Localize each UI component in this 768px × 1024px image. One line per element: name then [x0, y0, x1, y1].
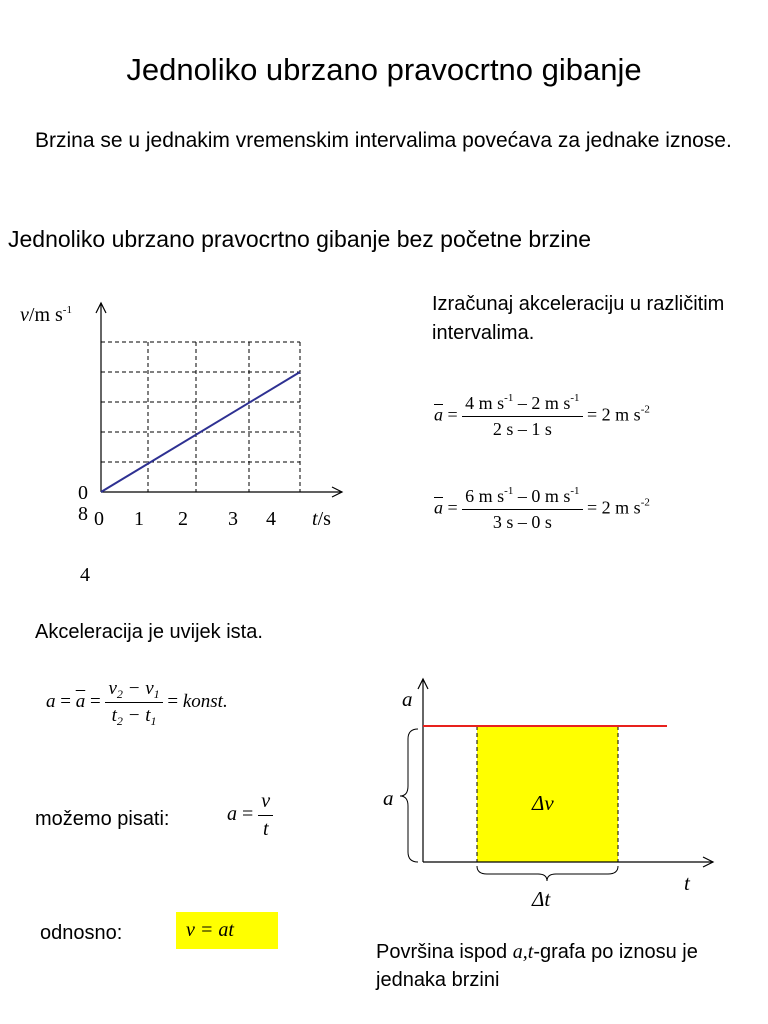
vt-y-axis-label: v/m $s^{-1}$	[20, 304, 72, 326]
equation-definition: $a = \overline{a}$ = $\frac{v_2 - v_1}{t_2 - t_1}$ = konst.	[46, 678, 228, 728]
section-subtitle: Jednoliko ubrzano pravocrtno gibanje bez početne brzine	[8, 226, 592, 252]
equation-interval-1: $\overline{a}$ = $\frac{4 m s^{-1} - 2 m s^{-1}}{2 s - 1 s}$ = 2 m $s^{-2}$	[434, 392, 650, 439]
vt-origin-label: 0	[78, 482, 88, 504]
constant-acceleration-note: Akceleracija je uvijek ista.	[35, 621, 263, 643]
intro-text: Brzina se u jednakim vremenskim intervalima povećava za jednake iznose.	[35, 129, 732, 152]
at-area-label: Δv	[532, 791, 554, 815]
page-title: Jednoliko ubrzano pravocrtno gibanje	[126, 52, 642, 87]
calc-prompt: Izračunaj akceleraciju u različitim intervalima.	[432, 293, 725, 344]
vt-x-tick: 3	[228, 508, 238, 530]
at-brace-label: a	[383, 786, 394, 810]
hence-label: odnosno:	[40, 922, 123, 944]
at-x-axis-label: t	[684, 871, 690, 895]
equation-simplified: a = $\frac{v}{t}$	[227, 790, 273, 841]
vt-x-tick: 2	[178, 508, 188, 530]
area-note: Površina ispod a,t-grafa po iznosu je jednaka brzini	[376, 941, 698, 991]
highlighted-formula: v = at	[176, 912, 278, 949]
vt-stray-4: 4	[80, 564, 90, 586]
at-vertical-brace	[400, 729, 418, 862]
vt-stray-8: 8	[78, 503, 88, 525]
vt-x-tick: 4	[266, 508, 276, 530]
at-y-axis-label: a	[402, 687, 413, 711]
vt-x-tick: 0	[94, 508, 104, 530]
vt-x-tick: 1	[134, 508, 144, 530]
vt-grid	[101, 342, 300, 492]
vt-x-axis-label: t/s	[312, 508, 331, 530]
vt-axes	[96, 303, 342, 497]
at-dt-label: Δt	[532, 887, 551, 911]
at-horizontal-brace	[477, 866, 618, 881]
equation-interval-2: $\overline{a}$ = $\frac{6 m s^{-1} - 0 m s^{-1}}{3 s - 0 s}$ = 2 m $s^{-2}$	[434, 485, 650, 532]
write-label: možemo pisati:	[35, 808, 170, 830]
